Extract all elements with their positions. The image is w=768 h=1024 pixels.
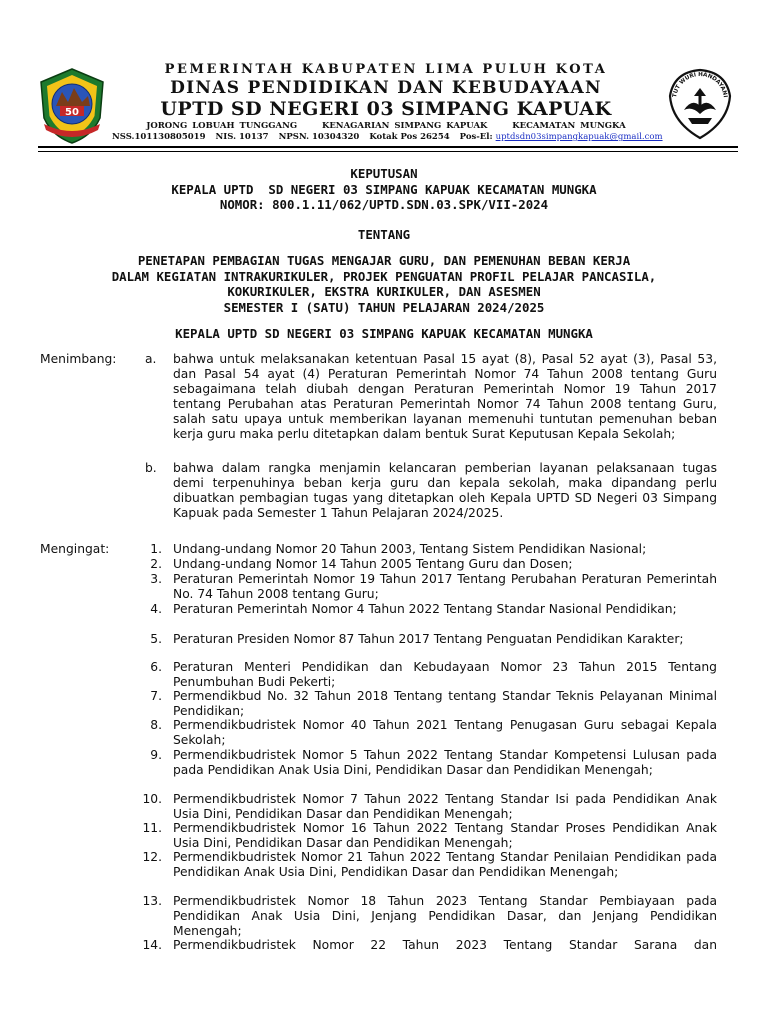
subject-line: SEMESTER I (SATU) TAHUN PELAJARAN 2024/2025 [223,299,545,315]
item-text: Peraturan Menteri Pendidikan dan Kebudayaan Nomor 23 Tahun 2015 Tentang Penumbuhan Budi Pekerti; [173,660,717,689]
item-text: bahwa untuk melaksanakan ketentuan Pasal 15 ayat (8), Pasal 52 ayat (3), Pasal 53, dan Pasal 54 ayat (4) Peraturan Pemerintah Nomor 74 Tahun 2008 tentang Guru sebagaimana telah diubah dengan Peraturan Pemerintah Nomor 19 Tahun 2017 tentang Perubahan atas Peraturan Pemerintah Nomor 74 Tahun 2008 tentang Guru, salah satu upaya untuk memberikan layanan memenuhi tuntutan pemenuhan beban kerja guru maka perlu ditetapkan dalam bentuk Surat Keputusan Kepala Sekolah; [173,352,717,441]
npsn: NPSN. 10304320 [278,132,360,142]
item-marker: 1. [150,542,162,556]
subject-line: KOKURIKULER, EKSTRA KURIKULER, DAN ASESMEN [227,284,541,299]
item-text: Permendikbudristek Nomor 40 Tahun 2021 Tentang Penugasan Guru sebagai Kepala Sekolah; [173,718,717,747]
item-marker: 7. [150,689,162,703]
government-name: PEMERINTAH KABUPATEN LIMA PULUH KOTA [164,62,608,77]
nss: NSS.101130805019 [112,132,206,142]
item-marker: a. [145,352,157,366]
subject-line: PENETAPAN PEMBAGIAN TUGAS MENGAJAR GURU, DAN PEMENUHAN BEBAN KERJA [137,253,631,268]
item-text: Permendikbudristek Nomor 22 Tahun 2023 Tentang Standar Sarana dan [173,938,717,952]
school-name: UPTD SD NEGERI 03 SIMPANG KAPUAK [160,98,612,120]
decision-number: NOMOR: 800.1.11/062/UPTD.SDN.03.SPK/VII-2024 [219,197,549,212]
decision-issuer: KEPALA UPTD SD NEGERI 03 SIMPANG KAPUAK KECAMATAN MUNGKA [171,181,597,197]
item-text: Permendikbudristek Nomor 18 Tahun 2023 Tentang Standar Pembiayaan pada Pendidikan Anak Usia Dini, Jenjang Pendidikan Dasar, dan Jenjang Pendidikan Menengah; [173,894,717,938]
item-text: Undang-undang Nomor 20 Tahun 2003, Tentang Sistem Pendidikan Nasional; [173,542,647,556]
tut-wuri-handayani-icon [664,66,736,142]
decision-title-block [40,166,728,213]
item-text: Permendikbudristek Nomor 16 Tahun 2022 Tentang Standar Proses Pendidikan Anak Usia Dini, Pendidikan Dasar dan Pendidikan Menengah; [173,821,717,850]
subject-line: DALAM KEGIATAN INTRAKURIKULER, PROJEK PENGUATAN PROFIL PELAJAR PANCASILA, [111,268,657,284]
item-text: Permendikbudristek Nomor 7 Tahun 2022 Tentang Standar Isi pada Pendidikan Anak Usia Dini, Pendidikan Dasar dan Pendidikan Menengah; [173,792,717,821]
regency-emblem-icon [36,66,108,146]
item-text: Undang-undang Nomor 14 Tahun 2005 Tentang Guru dan Dosen; [173,557,573,571]
authority-heading: KEPALA UPTD SD NEGERI 03 SIMPANG KAPUAK KECAMATAN MUNGKA [175,326,593,341]
item-text: bahwa dalam rangka menjamin kelancaran pemberian layanan pelaksanaan tugas demi terpenuhinya beban kerja guru dan kepala sekolah, maka dipandang perlu dibuatkan pembagian tugas yang ditetapkan oleh Kepala UPTD SD Negeri 03 Simpang Kapuak pada Semester 1 Tahun Pelajaran 2024/2025. [173,461,717,520]
tentang-heading: TENTANG [357,227,411,242]
emblem-number: 50 [65,107,79,118]
item-marker: 9. [150,748,162,762]
school-address: JORONG LOBUAH TUNGGANG KENAGARIAN SIMPANG KAPUAK KECAMATAN MUNGKA [146,121,626,131]
item-marker: 3. [150,572,162,586]
item-marker: 11. [142,821,162,835]
item-marker: 5. [150,632,162,646]
emblem-motto: TUT WURI HANDAYANI [672,71,728,99]
item-marker: 14. [142,938,162,952]
letterhead-rule-thin [38,151,738,152]
letterhead [112,62,663,143]
item-marker: 10. [142,792,162,806]
kotak-pos: Kotak Pos 26254 [369,132,450,142]
item-text: Peraturan Presiden Nomor 87 Tahun 2017 Tentang Penguatan Pendidikan Karakter; [173,632,684,646]
school-identifiers [112,132,663,143]
item-marker: 2. [150,557,162,571]
item-marker: 12. [142,850,162,864]
item-text: Peraturan Pemerintah Nomor 19 Tahun 2017 Tentang Perubahan Peraturan Pemerintah No. 74 Tahun 2008 tentang Guru; [173,572,717,601]
decision-heading: KEPUTUSAN [350,166,418,181]
menimbang-label: Menimbang: [40,352,117,366]
item-text: Peraturan Pemerintah Nomor 4 Tahun 2022 Tentang Standar Nasional Pendidikan; [173,602,677,616]
item-marker: 8. [150,718,162,732]
email-label: Pos-El: [459,132,493,142]
item-marker: 13. [142,894,162,908]
item-text: Permendikbud No. 32 Tahun 2018 Tentang tentang Standar Teknis Pelayanan Minimal Pendidikan; [173,689,717,718]
item-marker: 6. [150,660,162,674]
item-marker: b. [145,461,157,475]
letterhead-rule-thick [38,146,738,148]
item-marker: 4. [150,602,162,616]
nis: NIS. 10137 [215,132,269,142]
item-text: Permendikbudristek Nomor 5 Tahun 2022 Tentang Standar Kompetensi Lulusan pada pada Pendidikan Anak Usia Dini, Pendidikan Dasar dan Pendidikan Menengah; [173,748,717,777]
decision-subject [40,253,728,315]
mengingat-label: Mengingat: [40,542,110,556]
item-text: Permendikbudristek Nomor 21 Tahun 2022 Tentang Standar Penilaian Pendidikan pada Pendidikan Anak Usia Dini, Pendidikan Dasar dan Pendidikan Menengah; [173,850,717,879]
email-link[interactable]: uptdsdn03simpangkapuak@gmail.com [495,132,663,142]
department-name: DINAS PENDIDIKAN DAN KEBUDAYAAN [170,78,602,98]
